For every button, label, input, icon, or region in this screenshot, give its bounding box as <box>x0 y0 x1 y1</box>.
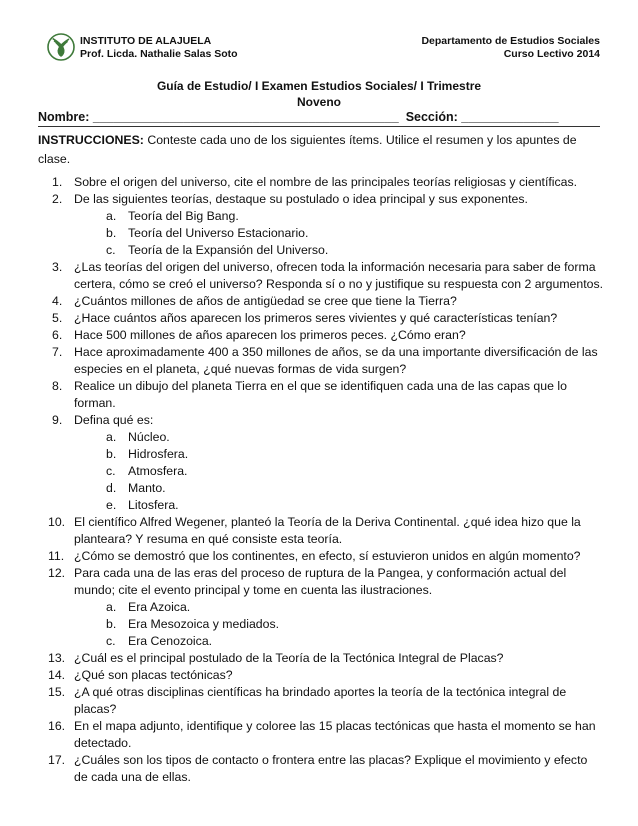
question-item <box>38 327 604 344</box>
question-text: ¿Cuáles son los tipos de contacto o frontera entre las placas? Explique el movimiento y efecto de cada una de ellas. <box>74 753 588 784</box>
question-item <box>38 718 604 752</box>
school-logo <box>45 32 77 62</box>
sub-item-list <box>74 208 604 259</box>
question-number: 16. <box>48 719 66 733</box>
question-text: ¿Cuál es el principal postulado de la Teoría de la Tectónica Integral de Placas? <box>74 651 504 665</box>
question-text: En el mapa adjunto, identifique y coloree las 15 placas tectónicas que hasta el momento se han detectado. <box>74 719 596 750</box>
sub-item-list <box>74 599 604 650</box>
sub-item <box>106 463 604 480</box>
teacher-name: Prof. Licda. Nathalie Salas Soto <box>80 48 238 60</box>
question-number: 9. <box>52 413 63 427</box>
name-section-line: Nombre: ____________________________________________ Sección: ______________ <box>38 110 559 124</box>
question-text: Hace 500 millones de años aparecen los primeros peces. ¿Cómo eran? <box>74 328 466 342</box>
sub-item-letter: a. <box>106 600 117 614</box>
sub-item <box>106 225 604 242</box>
header-right <box>421 35 600 61</box>
question-item <box>38 293 604 310</box>
question-number: 2. <box>52 192 63 206</box>
question-item <box>38 667 604 684</box>
question-text: Para cada una de las eras del proceso de ruptura de la Pangea, y conformación actual del mundo; cite el evento principal y tome en cuenta las ilustraciones. <box>74 566 567 597</box>
question-number: 8. <box>52 379 63 393</box>
question-number: 11. <box>48 549 65 563</box>
school-year: Curso Lectivo 2014 <box>503 48 600 60</box>
sub-item-letter: b. <box>106 447 117 461</box>
question-item <box>38 378 604 412</box>
question-number: 10. <box>48 515 66 529</box>
sub-item-letter: a. <box>106 430 117 444</box>
sub-item-text: Teoría del Big Bang. <box>128 209 239 223</box>
question-number: 17. <box>48 753 66 767</box>
sub-item-text: Manto. <box>128 481 166 495</box>
sub-item <box>106 480 604 497</box>
grade-level: Noveno <box>296 95 341 109</box>
divider <box>38 126 600 127</box>
sub-item <box>106 599 604 616</box>
header-left <box>80 35 238 61</box>
question-item <box>38 548 604 565</box>
question-number: 12. <box>48 566 66 580</box>
sub-item-letter: c. <box>106 464 116 478</box>
school-name: INSTITUTO DE ALAJUELA <box>80 35 212 47</box>
department-name: Departamento de Estudios Sociales <box>421 35 600 47</box>
question-number: 7. <box>52 345 63 359</box>
question-text: De las siguientes teorías, destaque su postulado o idea principal y sus exponentes. <box>74 192 528 206</box>
sub-item-letter: d. <box>106 481 117 495</box>
question-number: 13. <box>48 651 66 665</box>
question-number: 1. <box>52 175 63 189</box>
instructions-text: Conteste cada uno de los siguientes ítems. Utilice el resumen y los apuntes de clase. <box>38 133 577 166</box>
question-text: Hace aproximadamente 400 a 350 millones de años, se da una importante diversificación de las especies en el planeta, ¿qué nuevas formas de vida surgen? <box>74 345 598 376</box>
sub-item-text: Teoría de la Expansión del Universo. <box>128 243 329 257</box>
sub-item-text: Era Cenozoica. <box>128 634 213 648</box>
question-text: Sobre el origen del universo, cite el nombre de las principales teorías religiosas y científicas. <box>74 175 578 189</box>
question-item <box>38 752 604 786</box>
question-text: ¿Cómo se demostró que los continentes, en efecto, sí estuvieron unidos en algún momento? <box>74 549 581 563</box>
question-text: Realice un dibujo del planeta Tierra en el que se identifiquen cada una de las capas que lo forman. <box>74 379 567 410</box>
sub-item <box>106 633 604 650</box>
question-item <box>38 174 604 191</box>
sub-item-text: Era Mesozoica y mediados. <box>128 617 280 631</box>
sub-item-list <box>74 429 604 514</box>
document-title: Guía de Estudio/ I Examen Estudios Sociales/ I Trimestre <box>156 79 482 93</box>
sub-item <box>106 446 604 463</box>
question-text: Defina qué es: <box>74 413 154 427</box>
sub-item-text: Litosfera. <box>128 498 179 512</box>
question-text: El científico Alfred Wegener, planteó la Teoría de la Deriva Continental. ¿qué idea hizo que la planteara? Y resuma en qué consiste esta teoría. <box>74 515 581 546</box>
question-number: 4. <box>52 294 63 308</box>
sub-item <box>106 497 604 514</box>
sub-item <box>106 429 604 446</box>
question-text: ¿Hace cuántos años aparecen los primeros seres vivientes y qué características tenían? <box>74 311 558 325</box>
question-item <box>38 259 604 293</box>
sub-item-letter: a. <box>106 209 117 223</box>
question-text: ¿A qué otras disciplinas científicas ha brindado aportes la teoría de la tectónica integral de placas? <box>74 685 567 716</box>
question-list <box>38 174 604 786</box>
sub-item <box>106 208 604 225</box>
question-item <box>38 310 604 327</box>
question-item <box>38 514 604 548</box>
sub-item-letter: c. <box>106 243 116 257</box>
question-item <box>38 650 604 667</box>
sub-item-text: Era Azoica. <box>128 600 191 614</box>
instructions-label: INSTRUCCIONES: <box>38 133 144 147</box>
sub-item-text: Teoría del Universo Estacionario. <box>128 226 309 240</box>
sub-item-letter: e. <box>106 498 117 512</box>
question-number: 5. <box>52 311 63 325</box>
sub-item <box>106 242 604 259</box>
question-item <box>38 412 604 514</box>
question-text: ¿Cuántos millones de años de antigüedad se cree que tiene la Tierra? <box>74 294 457 308</box>
sub-item-letter: b. <box>106 617 117 631</box>
question-number: 14. <box>48 668 66 682</box>
sub-item-text: Núcleo. <box>128 430 170 444</box>
question-item <box>38 344 604 378</box>
instructions <box>38 131 604 169</box>
question-item <box>38 191 604 259</box>
question-item <box>38 684 604 718</box>
sub-item-text: Atmosfera. <box>128 464 188 478</box>
question-text: ¿Qué son placas tectónicas? <box>74 668 233 682</box>
question-number: 15. <box>48 685 66 699</box>
sub-item <box>106 616 604 633</box>
question-item <box>38 565 604 650</box>
question-number: 3. <box>52 260 63 274</box>
question-number: 6. <box>52 328 63 342</box>
sub-item-text: Hidrosfera. <box>128 447 189 461</box>
question-text: ¿Las teorías del origen del universo, ofrecen toda la información necesaria para saber de forma certera, cómo se creó el universo? Responda sí o no y justifique su respuesta con 2 argumentos. <box>74 260 604 291</box>
sub-item-letter: b. <box>106 226 117 240</box>
sub-item-letter: c. <box>106 634 116 648</box>
